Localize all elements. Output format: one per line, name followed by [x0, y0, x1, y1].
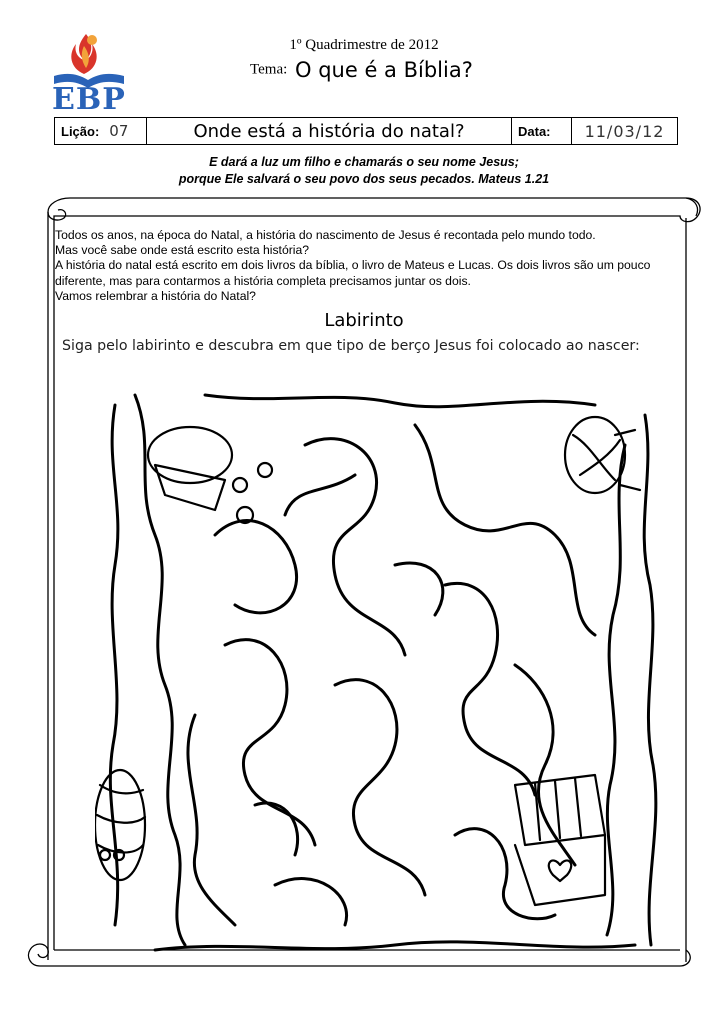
paragraph-2: Mas você sabe onde está escrito esta história? [55, 243, 310, 258]
lesson-label: Lição: [61, 123, 100, 139]
verse-line-1: E dará a luz um filho e chamarás o seu nome Jesus; [209, 155, 519, 169]
activity-instruction: Siga pelo labirinto e descubra em que tipo de berço Jesus foi colocado ao nascer: [62, 338, 640, 354]
date-label: Data: [518, 123, 551, 139]
nest-icon [565, 417, 640, 493]
paragraph-4: Vamos relembrar a história do Natal? [55, 288, 256, 303]
maze-illustration [95, 385, 665, 960]
lesson-number: 07 [109, 122, 129, 140]
header-theme [250, 58, 473, 82]
intro-text [55, 228, 670, 304]
date-value: 11/03/12 [584, 121, 665, 141]
theme-label: Tema: [250, 61, 288, 78]
verse-line-2: porque Ele salvará o seu povo dos seus pecados. Mateus 1.21 [178, 172, 550, 186]
lesson-cell [55, 118, 147, 144]
header-period: 1º Quadrimestre de 2012 [289, 37, 439, 53]
paragraph-1: Todos os anos, na época do Natal, a história do nascimento de Jesus é recontada pelo mundo todo. [55, 228, 596, 242]
theme-value: O que é a Bíblia? [295, 58, 473, 82]
lesson-title: Onde está a história do natal? [193, 120, 465, 142]
date-label-cell [511, 118, 571, 144]
logo-text: EBP [52, 82, 126, 117]
activity-title: Labirinto [324, 310, 404, 331]
trough-icon [148, 427, 272, 523]
basket-icon [95, 770, 145, 880]
lesson-bar [54, 117, 678, 145]
date-cell [571, 118, 677, 144]
cradle-icon [515, 775, 605, 905]
lesson-title-cell [147, 118, 511, 144]
paragraph-3: A história do natal está escrito em dois livros da bíblia, o livro de Mateus e Lucas. Os dois livros são um pouco diferente, mas para contarmos a história completa precisamos juntar os dois. [55, 258, 651, 288]
